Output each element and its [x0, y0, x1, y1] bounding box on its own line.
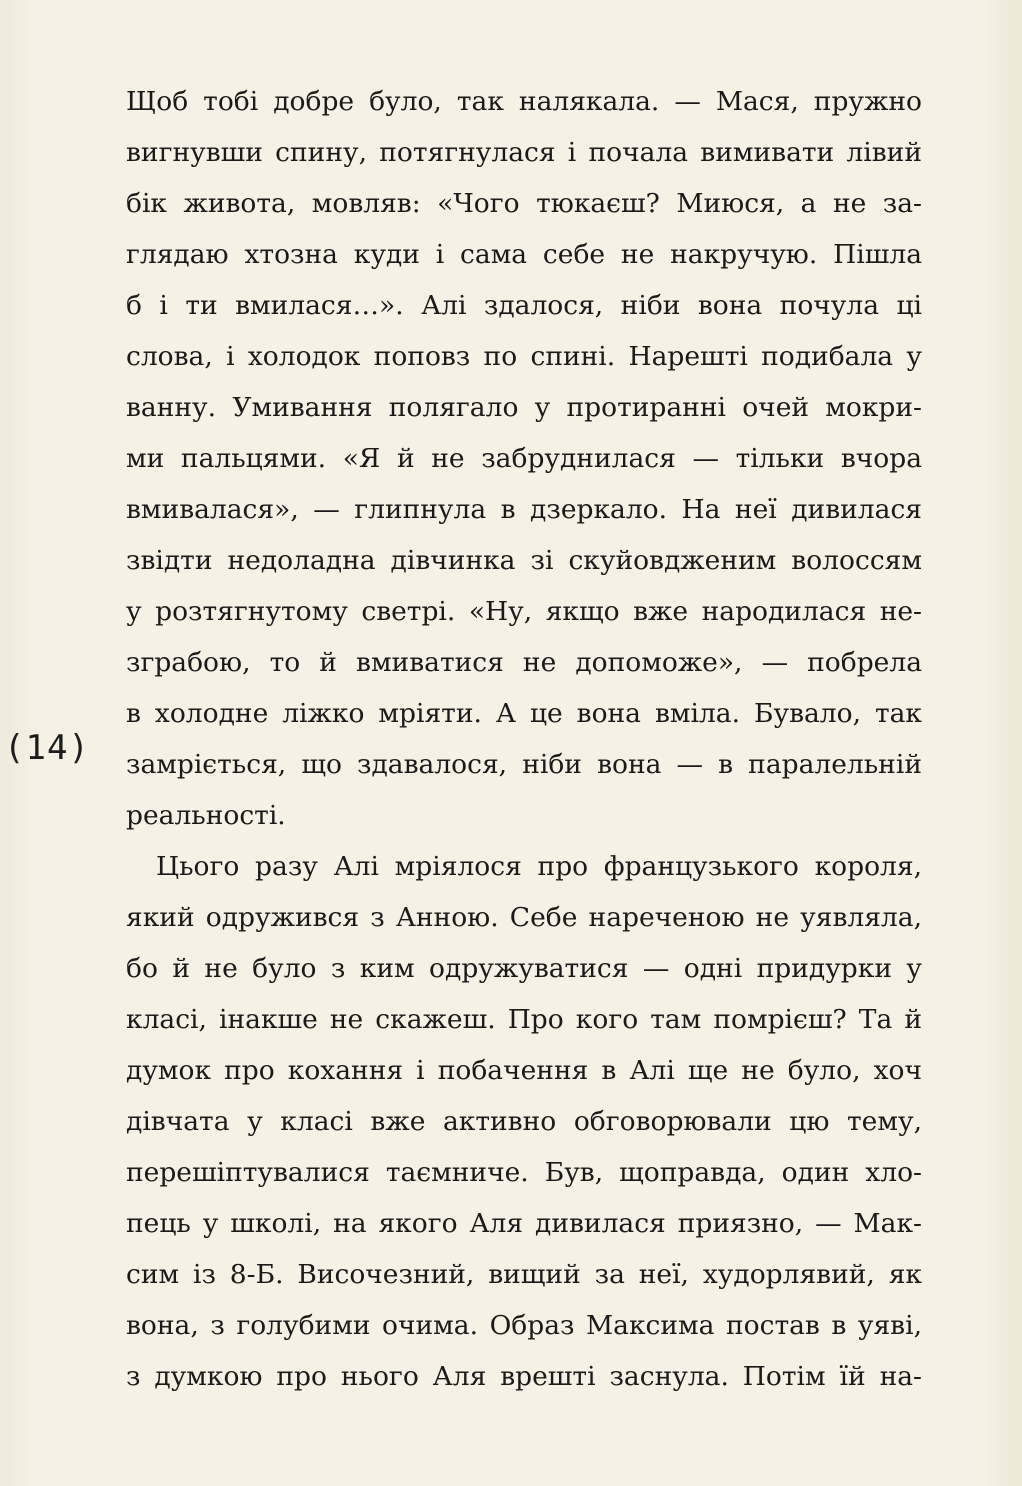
text-line: перешіптувалися таємниче. Був, щоправда, один хло-	[126, 1157, 922, 1188]
page-number: (14)	[4, 728, 90, 768]
text-line: думок про кохання і побачення в Алі ще не було, хоч	[126, 1055, 922, 1086]
text-line: б і ти вмилася…». Алі здалося, ніби вона почула ці	[126, 290, 922, 321]
text-line: реальності.	[126, 800, 286, 831]
text-line: зграбою, то й вмиватися не допоможе», — побрела	[126, 647, 922, 678]
text-line: дівчата у класі вже активно обговорювали цю тему,	[126, 1106, 922, 1137]
text-line: Цього разу Алі мріялося про французького короля,	[156, 851, 922, 882]
text-line: ми пальцями. «Я й не забруднилася — тільки вчора	[126, 443, 922, 474]
text-line: бік живота, мовляв: «Чого тюкаєш? Миюся, а не за-	[126, 188, 922, 219]
text-line: який одружився з Анною. Себе нареченою не уявляла,	[126, 902, 922, 933]
text-line: звідти недоладна дівчинка зі скуйовдженим волоссям	[126, 545, 922, 576]
text-line: ванну. Умивання полягало у протиранні очей мокри-	[126, 392, 922, 423]
text-line: Щоб тобі добре було, так налякала. — Мася, пружно	[126, 86, 922, 117]
text-line: класі, інакше не скажеш. Про кого там помрієш? Та й	[126, 1004, 922, 1035]
text-line: вигнувши спину, потягнулася і почала вимивати лівий	[126, 137, 922, 168]
text-line: сим із 8-Б. Височезний, вищий за неї, худорлявий, як	[126, 1259, 922, 1290]
text-line: бо й не було з ким одружуватися — одні придурки у	[126, 953, 922, 984]
text-line: вона, з голубими очима. Образ Максима постав в уяві,	[126, 1310, 922, 1341]
text-line: вмивалася», — глипнула в дзеркало. На неї дивилася	[126, 494, 922, 525]
text-line: пець у школі, на якого Аля дивилася приязно, — Мак-	[126, 1208, 922, 1239]
text-line: у розтягнутому светрі. «Ну, якщо вже народилася не-	[126, 596, 922, 627]
text-line: глядаю хтозна куди і сама себе не накручую. Пішла	[126, 239, 922, 270]
text-line: слова, і холодок поповз по спині. Нарешті подибала у	[126, 341, 922, 372]
body-text	[126, 76, 922, 1402]
text-line: в холодне ліжко мріяти. А це вона вміла. Бувало, так	[126, 698, 922, 729]
text-line: з думкою про нього Аля врешті заснула. Потім їй на-	[126, 1361, 922, 1392]
text-line: замріється, що здавалося, ніби вона — в паралельній	[126, 749, 922, 780]
